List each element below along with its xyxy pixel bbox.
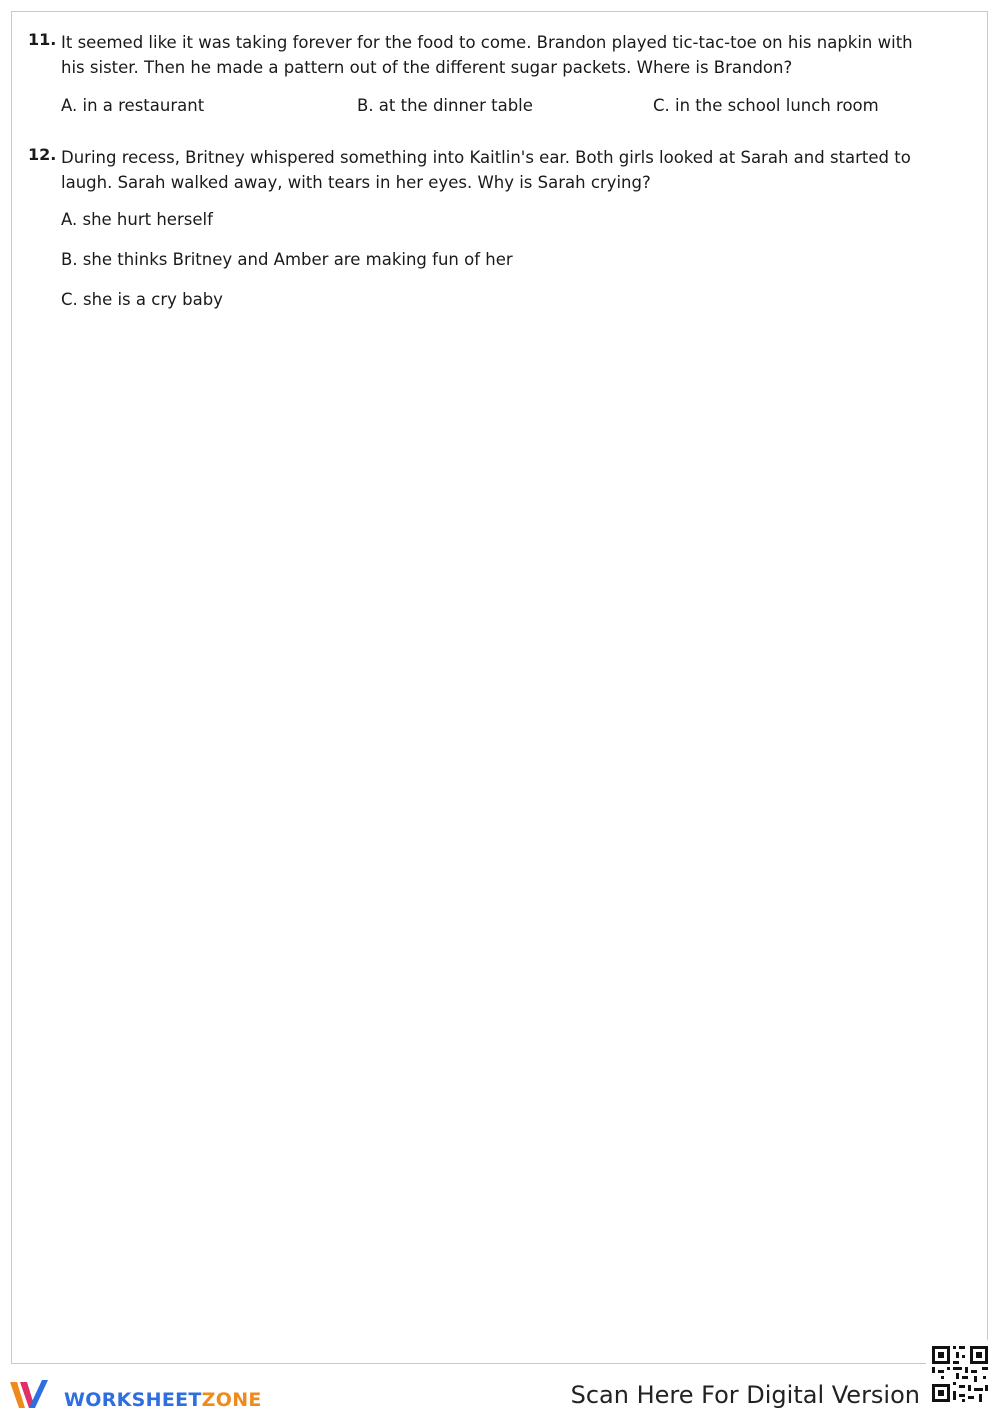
brand-name-second: ZONE: [201, 1389, 262, 1411]
worksheetzone-w-icon: [8, 1378, 52, 1412]
brand-name: [64, 1389, 262, 1411]
footer: [0, 1368, 1000, 1414]
option-a: A. she hurt herself: [61, 210, 213, 229]
qr-code-icon[interactable]: [926, 1340, 994, 1408]
brand-name-first: WORKSHEET: [64, 1389, 202, 1411]
question-number: 12.: [28, 145, 57, 164]
question-text: It seemed like it was taking forever for the food to come. Brandon played tic-tac-toe on his napkin with his sister. Then he made a pattern out of the different sugar packets. Where is Brandon?: [61, 33, 913, 77]
question-text: During recess, Britney whispered something into Kaitlin's ear. Both girls looked at Sarah and started to laugh. Sarah walked away, with tears in her eyes. Why is Sarah crying?: [61, 148, 911, 192]
option-b: B. at the dinner table: [357, 96, 533, 115]
option-a: A. in a restaurant: [61, 96, 205, 115]
scan-label: Scan Here For Digital Version: [570, 1381, 920, 1409]
question-number: 11.: [28, 30, 57, 49]
worksheetzone-logo[interactable]: [8, 1376, 268, 1412]
option-b: B. she thinks Britney and Amber are making fun of her: [61, 250, 513, 269]
option-c: C. in the school lunch room: [653, 96, 879, 115]
option-c: C. she is a cry baby: [61, 290, 223, 309]
